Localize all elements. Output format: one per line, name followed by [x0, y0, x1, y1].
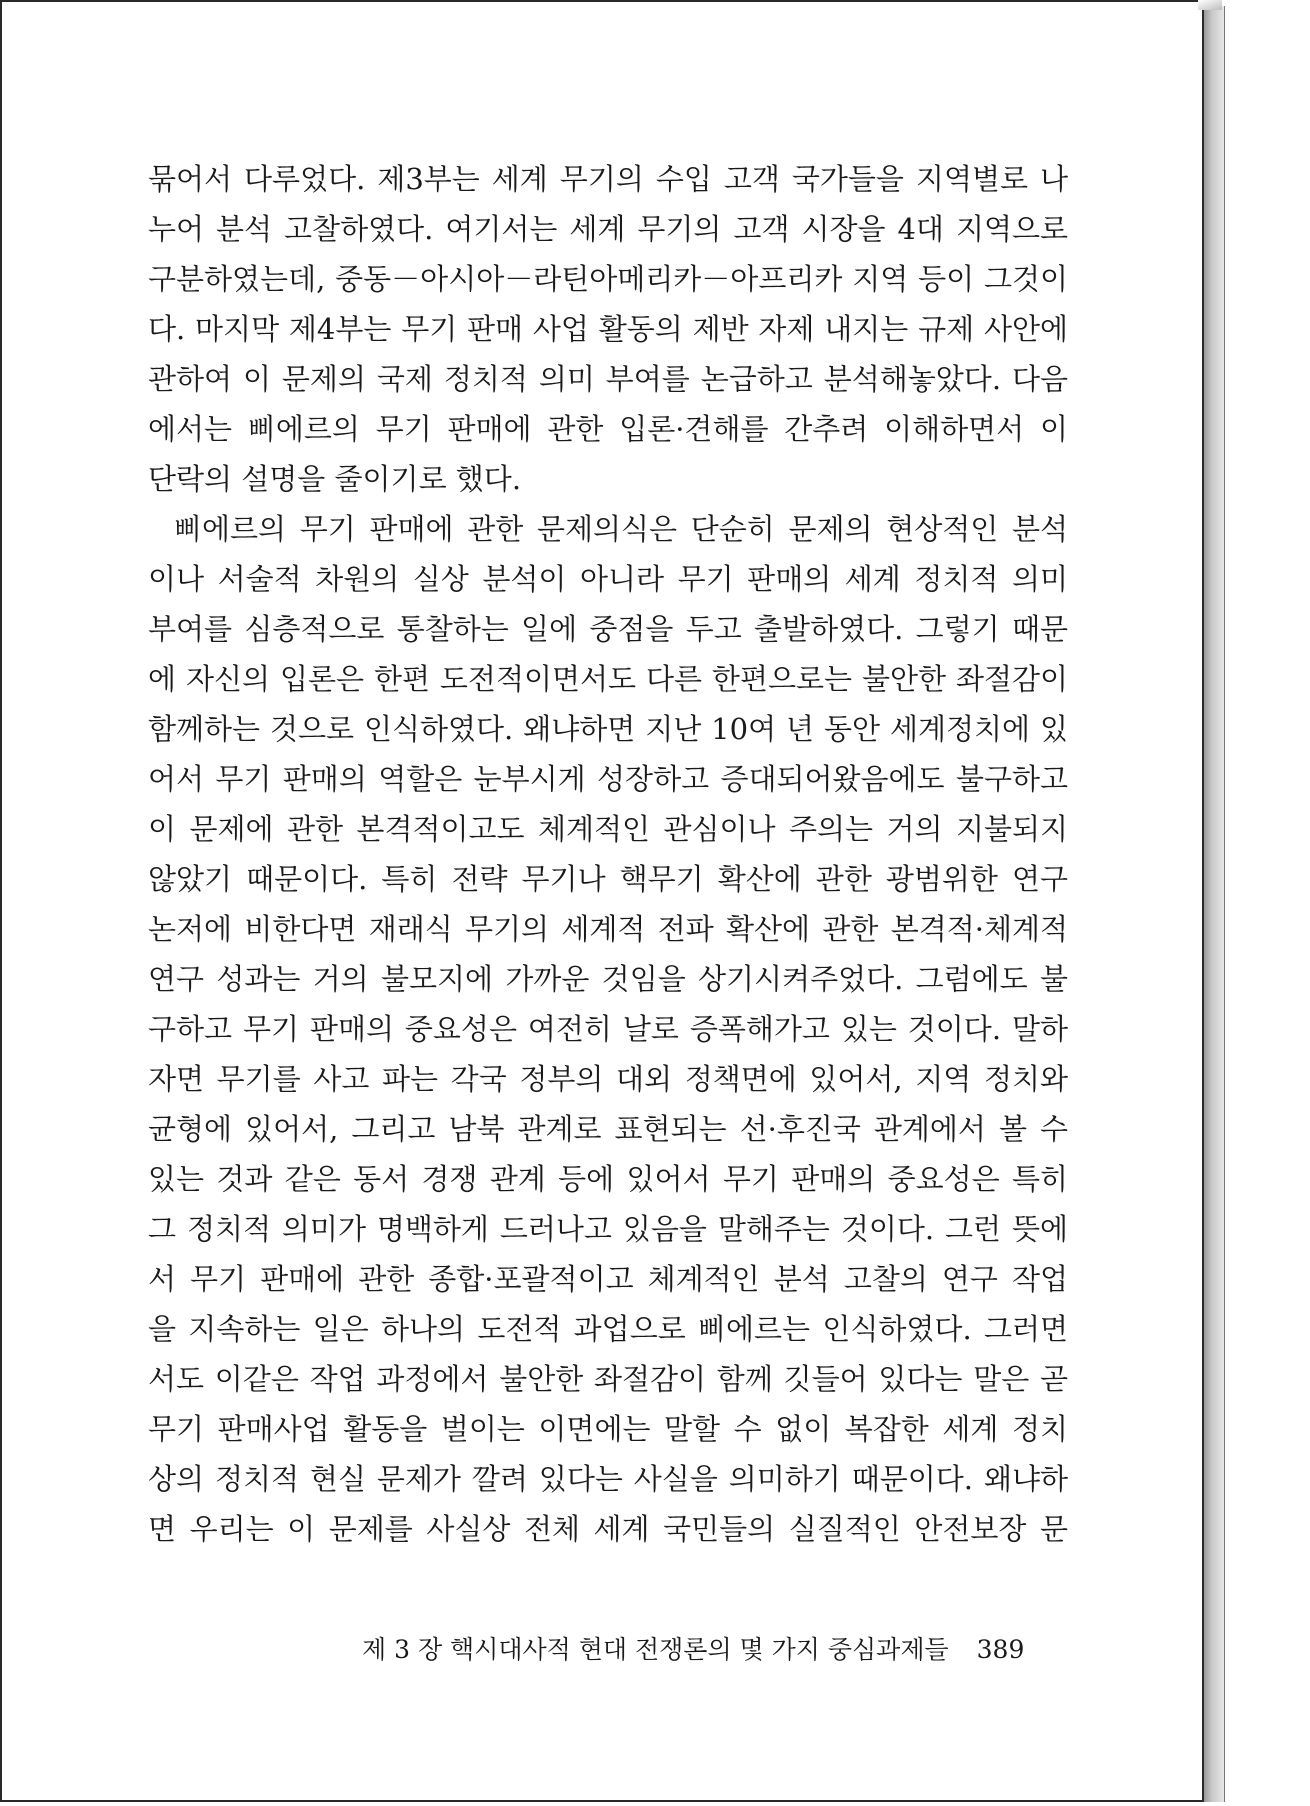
page-corner-fold: [1198, 0, 1222, 10]
text-line: 구분하였는데, 중동－아시아－라틴아메리카－아프리카 지역 등이 그것이: [148, 262, 1068, 296]
text-line: 에서는 삐에르의 무기 판매에 관한 입론·견해를 간추려 이해하면서 이: [148, 412, 1068, 446]
text-line: 함께하는 것으로 인식하였다. 왜냐하면 지난 10여 년 동안 세계정치에 있: [148, 712, 1068, 746]
body-text: [148, 154, 1068, 1554]
text-line: 다. 마지막 제4부는 무기 판매 사업 활동의 제반 자제 내지는 규제 사안에: [148, 312, 1068, 346]
text-line: 삐에르의 무기 판매에 관한 문제의식은 단순히 문제의 현상적인 분석: [174, 512, 1068, 546]
page-number: 389: [976, 1635, 1025, 1664]
text-line: 어서 무기 판매의 역할은 눈부시게 성장하고 증대되어왔음에도 불구하고: [148, 762, 1068, 796]
text-line: 이나 서술적 차원의 실상 분석이 아니라 무기 판매의 세계 정치적 의미: [148, 562, 1068, 596]
text-line: 단락의 설명을 줄이기로 했다.: [148, 462, 522, 496]
text-line: 관하여 이 문제의 국제 정치적 의미 부여를 논급하고 분석해놓았다. 다음: [148, 362, 1068, 396]
text-line: 누어 분석 고찰하였다. 여기서는 세계 무기의 고객 시장을 4대 지역으로: [148, 212, 1068, 246]
text-line: 있는 것과 같은 동서 경쟁 관계 등에 있어서 무기 판매의 중요성은 특히: [148, 1162, 1068, 1196]
page-footer: [362, 1630, 1062, 1670]
text-line: 에 자신의 입론은 한편 도전적이면서도 다른 한편으로는 불안한 좌절감이: [148, 662, 1068, 696]
text-line: 구하고 무기 판매의 중요성은 여전히 날로 증폭해가고 있는 것이다. 말하: [148, 1012, 1068, 1046]
text-line: 을 지속하는 일은 하나의 도전적 과업으로 삐에르는 인식하였다. 그러면: [148, 1312, 1068, 1346]
text-line: 연구 성과는 거의 불모지에 가까운 것임을 상기시켜주었다. 그럼에도 불: [148, 962, 1068, 996]
text-line: 면 우리는 이 문제를 사실상 전체 세계 국민들의 실질적인 안전보장 문: [148, 1512, 1068, 1546]
text-line: 그 정치적 의미가 명백하게 드러나고 있음을 말해주는 것이다. 그런 뜻에: [148, 1212, 1068, 1246]
text-line: 이 문제에 관한 본격적이고도 체계적인 관심이나 주의는 거의 지불되지: [148, 812, 1068, 846]
text-line: 부여를 심층적으로 통찰하는 일에 중점을 두고 출발하였다. 그렇기 때문: [148, 612, 1068, 646]
text-line: 않았기 때문이다. 특히 전략 무기나 핵무기 확산에 관한 광범위한 연구: [148, 862, 1068, 896]
text-line: 균형에 있어서, 그리고 남북 관계로 표현되는 선·후진국 관계에서 볼 수: [148, 1112, 1068, 1146]
text-line: 묶어서 다루었다. 제3부는 세계 무기의 수입 고객 국가들을 지역별로 나: [148, 162, 1068, 196]
page-edge-shadow: [1204, 6, 1225, 1802]
text-line: 자면 무기를 사고 파는 각국 정부의 대외 정책면에 있어서, 지역 정치와: [148, 1062, 1068, 1096]
text-line: 무기 판매사업 활동을 벌이는 이면에는 말할 수 없이 복잡한 세계 정치: [148, 1412, 1068, 1446]
text-line: 서도 이같은 작업 과정에서 불안한 좌절감이 함께 깃들어 있다는 말은 곧: [148, 1362, 1068, 1396]
text-line: 상의 정치적 현실 문제가 깔려 있다는 사실을 의미하기 때문이다. 왜냐하: [148, 1462, 1068, 1496]
running-title: 제 3 장 핵시대사적 현대 전쟁론의 몇 가지 중심과제들: [362, 1635, 949, 1664]
text-line: 서 무기 판매에 관한 종합·포괄적이고 체계적인 분석 고찰의 연구 작업: [148, 1262, 1068, 1296]
text-line: 논저에 비한다면 재래식 무기의 세계적 전파 확산에 관한 본격적·체계적: [148, 912, 1068, 946]
